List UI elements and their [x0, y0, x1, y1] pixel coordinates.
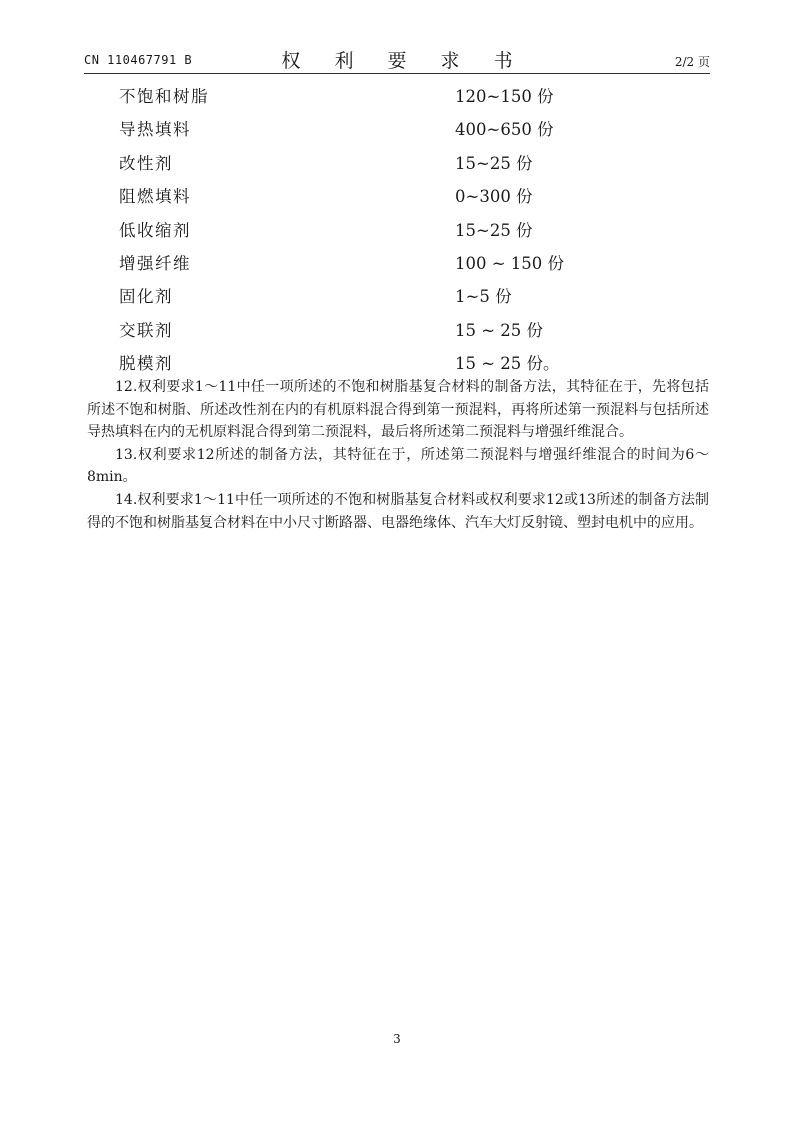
claim-14: 14.权利要求1～11中任一项所述的不饱和树脂基复合材料或权利要求12或13所述的制备方法制得的不饱和树脂基复合材料在中小尺寸断路器、电器绝缘体、汽车大灯反射镜、塑封电机中的应用。	[87, 491, 709, 531]
component-row	[119, 284, 679, 317]
component-amount: 15~25 份	[455, 153, 533, 173]
claim-12: 12.权利要求1～11中任一项所述的不饱和树脂基复合材料的制备方法，其特征在于，先将包括所述不饱和树脂、所述改性剂在内的有机原料混合得到第一预混料，再将所述第一预混料与包括所述导热填料在内的无机原料混合得到第二预混料，最后将所述第二预混料与增强纤维混合。	[87, 379, 709, 441]
page-label: 2/2 页	[674, 55, 710, 69]
component-name: 不饱和树脂	[119, 87, 209, 106]
component-amount: 0~300 份	[455, 187, 533, 207]
component-amount: 400~650 份	[455, 120, 554, 140]
component-amount: 15 ~ 25 份	[455, 320, 544, 340]
page-number: 3	[393, 1032, 401, 1046]
component-row	[119, 318, 679, 351]
component-name: 增强纤维	[119, 253, 191, 273]
header-divider	[84, 73, 710, 74]
page-header	[84, 44, 710, 72]
publication-number: CN 110467791 B	[84, 53, 193, 67]
component-name: 导热填料	[119, 120, 191, 140]
claims-section	[87, 376, 709, 534]
component-name: 交联剂	[119, 320, 173, 340]
component-row	[119, 251, 679, 284]
claim-13: 13.权利要求12所述的制备方法，其特征在于，所述第二预混料与增强纤维混合的时间为6～8min。	[87, 446, 709, 486]
component-list	[119, 84, 679, 385]
component-row	[119, 151, 679, 184]
component-amount: 1~5 份	[455, 287, 512, 307]
component-name: 脱模剂	[119, 354, 173, 374]
component-amount: 15 ~ 25 份。	[455, 354, 560, 374]
component-row	[119, 117, 679, 150]
component-amount: 120~150 份	[455, 87, 554, 106]
component-name: 阻燃填料	[119, 187, 191, 207]
component-row	[119, 184, 679, 217]
component-name: 改性剂	[119, 153, 173, 173]
component-name: 低收缩剂	[119, 220, 191, 240]
component-name: 固化剂	[119, 287, 173, 307]
component-row	[119, 84, 679, 117]
component-amount: 100 ~ 150 份	[455, 253, 565, 273]
component-row	[119, 218, 679, 251]
document-title: 权 利 要 求 书	[281, 50, 527, 72]
component-amount: 15~25 份	[455, 220, 533, 240]
